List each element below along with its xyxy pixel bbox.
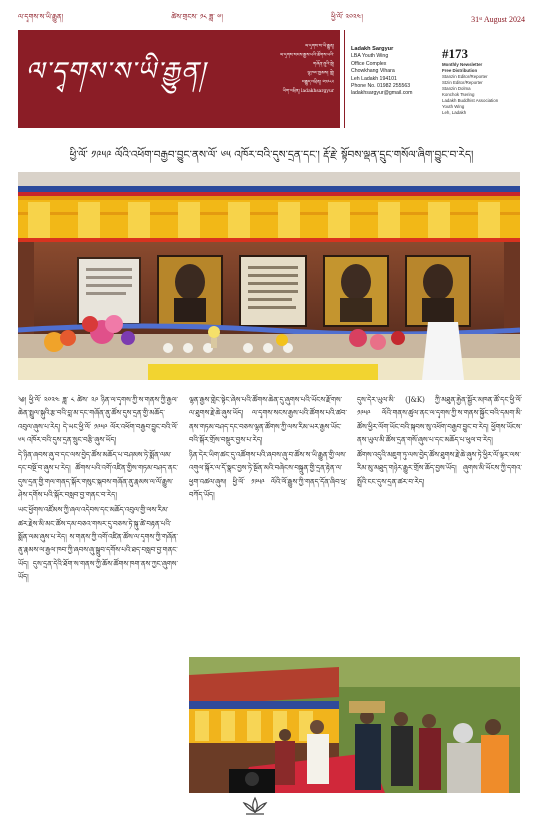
issue-number: #173 bbox=[442, 46, 468, 61]
issue-line: Youth Wing bbox=[442, 104, 465, 109]
memorial-altar-photo bbox=[18, 172, 520, 380]
english-date: 31ˢᵗ August 2024 bbox=[471, 14, 525, 24]
masthead-line: གཞོན་ནུའི་སྡེ། bbox=[313, 62, 334, 67]
newsletter-name-small: ལ་དྭགས་ས་ཡི་རྒྱུན། bbox=[18, 12, 64, 21]
year-label: ཕྱི་ལོ་ ༢༠༢༤། bbox=[331, 12, 363, 21]
masthead-banner bbox=[18, 30, 340, 128]
issue-info bbox=[442, 46, 532, 128]
issue-line: Stanzin Dolma bbox=[442, 86, 471, 91]
article-column-2 bbox=[189, 394, 347, 656]
ceremony-photo bbox=[189, 657, 520, 793]
article-paragraph: ཉིན་དེར་ཡིག་ཚང་དུ་འཚོགས་པའི་ཞབས་ཞུ་བ་ཚོས་ས་ཡི་རྒྱུན་གྱི་ལས་འགུལ་སྐོར་ལ་དོ་སྣང་བྱས་ཏེ་སྔོན་མའི་བཞེངས་བསྐྲུན་གྱི་དྲན་རྟེན་ལ་ཕྱག་འཚལ་ཞུས། ཕྱི་ལོ་ ༡༩༥༩ ལོའི་ལོ་རྒྱུས་ཀྱི་གནད་དོན་ཞིབ་ཕྲ་བཀོད་ཡོད། bbox=[189, 451, 347, 500]
masthead-tibetan-contact bbox=[213, 30, 340, 128]
contact-org-name: Ladakh Sargyur bbox=[351, 46, 394, 52]
masthead-logo bbox=[18, 30, 213, 128]
masthead-line: ཡིག་འཕྲིན། ladakhsargyur bbox=[282, 89, 334, 94]
article-headline: ཕྱི་ལོ་ ༡༩༥༩ ལོའི་འཕོག་བརྒྱབ་བྱུང་ནས་ལོ་ ༦༥ འཁོར་བའི་དུས་དྲན་དང་། རྡོ་རྗེ་ སྟོབས་ལྡན་དྲུང་གསོལ་ཞིག་བྱུང་བ་རེད། bbox=[69, 149, 474, 161]
contact-email: ladakhsargyur@gmail.com bbox=[351, 90, 413, 97]
article-paragraph: དེ་ཉིན་ཞབས་ཞུ་བ་དང་ལས་བྱེད་ཚོས་མཆོད་པ་བཤམས་ཏེ་སྨོན་ལམ་དང་བསྔོ་བ་ཞུས་པ་རེད། ཚོགས་པའི་འགོ་འཛིན་གྱིས་གཏམ་བཤད་ནང་དུས་དྲན་གྱི་གལ་གནད་སྐོར་གསུང་སྐབས་གཞོན་ནུ་རྣམས་ལ་ལོ་རྒྱུས་ཤེས་དགོས་པའི་སྐོར་བསླབ་བྱ་གནང་བ་རེད། bbox=[18, 451, 178, 500]
masthead-line: ལ་དྭགས་སངས་རྒྱས་པའི་ཚོགས་པའི་ bbox=[279, 53, 334, 58]
masthead-logo-text: ལ་དྭགས་ས་ཡི་རྒྱུན། bbox=[25, 56, 206, 87]
contact-phone: Phone No. 01982 255563 bbox=[351, 83, 411, 90]
article-paragraph: ཚོགས་འདུའི་མཇུག་ཏུ་ལས་བྱེད་ཚོས་ཐུགས་རྗེ་ཆེ་ཞུས་ཏེ་ཕྱིར་ལོ་ལྟར་ལས་རིམ་མུ་མཐུད་གཉེར་རྒྱུར་གྲོས་ཆོད་བྱས་ཡོད། ཞུགས་མི་ཡོངས་ཀྱི་དགའ་སྤྲོའི་ངང་དུས་དྲན་ཚར་བ་རེད། bbox=[357, 451, 522, 486]
article-paragraph: ལྷན་རྒྱས་གླེང་སྟེང་ཞེས་པའི་ཚོགས་ཆེན་དུ་ཞུགས་པའི་ཡོངས་རྫོགས་ལ་ཐུགས་རྗེ་ཆེ་ཞུས་ཡོད། ལ་དྭགས་སངས་རྒྱས་པའི་ཚོགས་པའི་ཚབ་ནས་གཏམ་བཤད་དང་བཅས་ལྷན་ཚོགས་ཀྱི་ལས་རིམ་ཡར་རྒྱས་ཡོང་བའི་སྐོར་གྲོས་བསྡུར་བྱས་པ་རེད། bbox=[189, 396, 347, 444]
tibetan-date: ཚེས་གྲངས་ ༡༨ ཟླ་ ༧། bbox=[171, 12, 223, 21]
article-column-3 bbox=[357, 394, 522, 644]
english-contact-block bbox=[344, 30, 436, 128]
masthead-line: ལྷ་ཁང་ཁྱམས། གླེ། bbox=[307, 71, 334, 76]
issue-line: Stzin Editor/Reporter bbox=[442, 80, 483, 85]
article-paragraph: ཡང་ཕྱོགས་འཛོམས་ཀྱི་ཞལ་འདེབས་དང་མཆོད་འབུལ་གྱི་ལས་རིམ་ཚར་རྗེས་མི་མང་ཚོས་དམ་བཅའ་གསར་དུ་བཅས་ཏེ་སྐུ་ཚེ་བརྟན་པའི་སྨོན་ལམ་ཞུས་པ་རེད། ས་གནས་ཀྱི་འགོ་འཛིན་ཚོས་ལ་དྭགས་ཀྱི་གཞོན་ནུ་རྣམས་ལ་རྒྱལ་ཁབ་ཀྱི་ཞབས་ཞུ་སྒྲུབ་དགོས་པའི་ཐད་བསླབ་བྱ་གནང་ཡོད། དུས་དྲན་དེའི་ཐོག་ས་གནས་ཀྱི་ཆོས་ཚོགས་ཁག་ནས་ཀྱང་ཞུགས་ཡོད། bbox=[18, 506, 178, 581]
masthead-line: ལ་དྭགས་ས་ཡི་རྒྱུན། bbox=[304, 44, 334, 49]
issue-line: Free Distribution bbox=[442, 68, 478, 73]
issue-line: Monthly Newsletter bbox=[442, 62, 483, 67]
top-meta-line bbox=[18, 12, 525, 26]
contact-line: Office Complex bbox=[351, 60, 387, 67]
article-paragraph: ༄། ཕྱི་ལོ་ ༢༠༢༤ ཟླ་ ༨ ཚེས་ ༢༩ ཉིན་ལ་དྭགས་ཀྱི་ས་གནས་ཀྱི་རྒྱལ་ཆེན་སྤྲུལ་སྐུའི་རྩ་བའི་བླ་མ་དང་གཞོན་ནུ་ཚོས་དུས་དྲན་གྱི་མཆོད་འབུལ་ཞུས་པ་རེད། དེ་ཡང་ཕྱི་ལོ་ ༡༩༥༩ ལོར་འཕོག་བརྒྱབ་བྱུང་བའི་ལོ་ ༦༥ འཁོར་བའི་དུས་དྲན་སྲུང་བརྩི་ཞུས་ཡོད། bbox=[18, 396, 178, 444]
issue-line: Leh, Ladakh bbox=[442, 110, 467, 115]
issue-line: Ladakh Buddhist Association bbox=[442, 98, 499, 103]
masthead-line: བརྒྱུད་འཕྲིན། ༠༡༩༨༢ bbox=[301, 80, 334, 85]
lotus-emblem-icon bbox=[242, 796, 268, 818]
article-column-1 bbox=[18, 394, 178, 814]
contact-line: LBA Youth Wing bbox=[351, 53, 389, 60]
article-paragraph: དུས་དེར་ཡུལ་མི་ (J&K) ཀྱི་མཐུན་རྐྱེན་སྦྱོར་མཁན་ཚོ་དང་ཕྱི་ལོ་ ༡༩༥༩ ལོའི་གནས་ཚུལ་ནང་ལ་དྭགས་ཀྱི་ས་གནས་སྐྱོང་བའི་དམག་མི་ཚོས་ཕྱིར་ལོག་ཡོང་བའི་སྐབས་སུ་འཕོག་བརྒྱབ་བྱུང་བ་རེད། ཕྱོགས་ཡོངས་ནས་ཡུལ་མི་ཚོས་དྲན་གསོ་ཞུས་པ་དང་མཆོད་པ་ཕུལ་བ་རེད། bbox=[357, 396, 522, 444]
issue-line: Konchok Tsering bbox=[442, 92, 475, 97]
contact-line: Leh Ladakh 194101 bbox=[351, 75, 397, 82]
issue-line: Stanzin Editor/Reporter bbox=[442, 74, 488, 79]
contact-line: Chowkhang Vihara bbox=[351, 68, 395, 75]
